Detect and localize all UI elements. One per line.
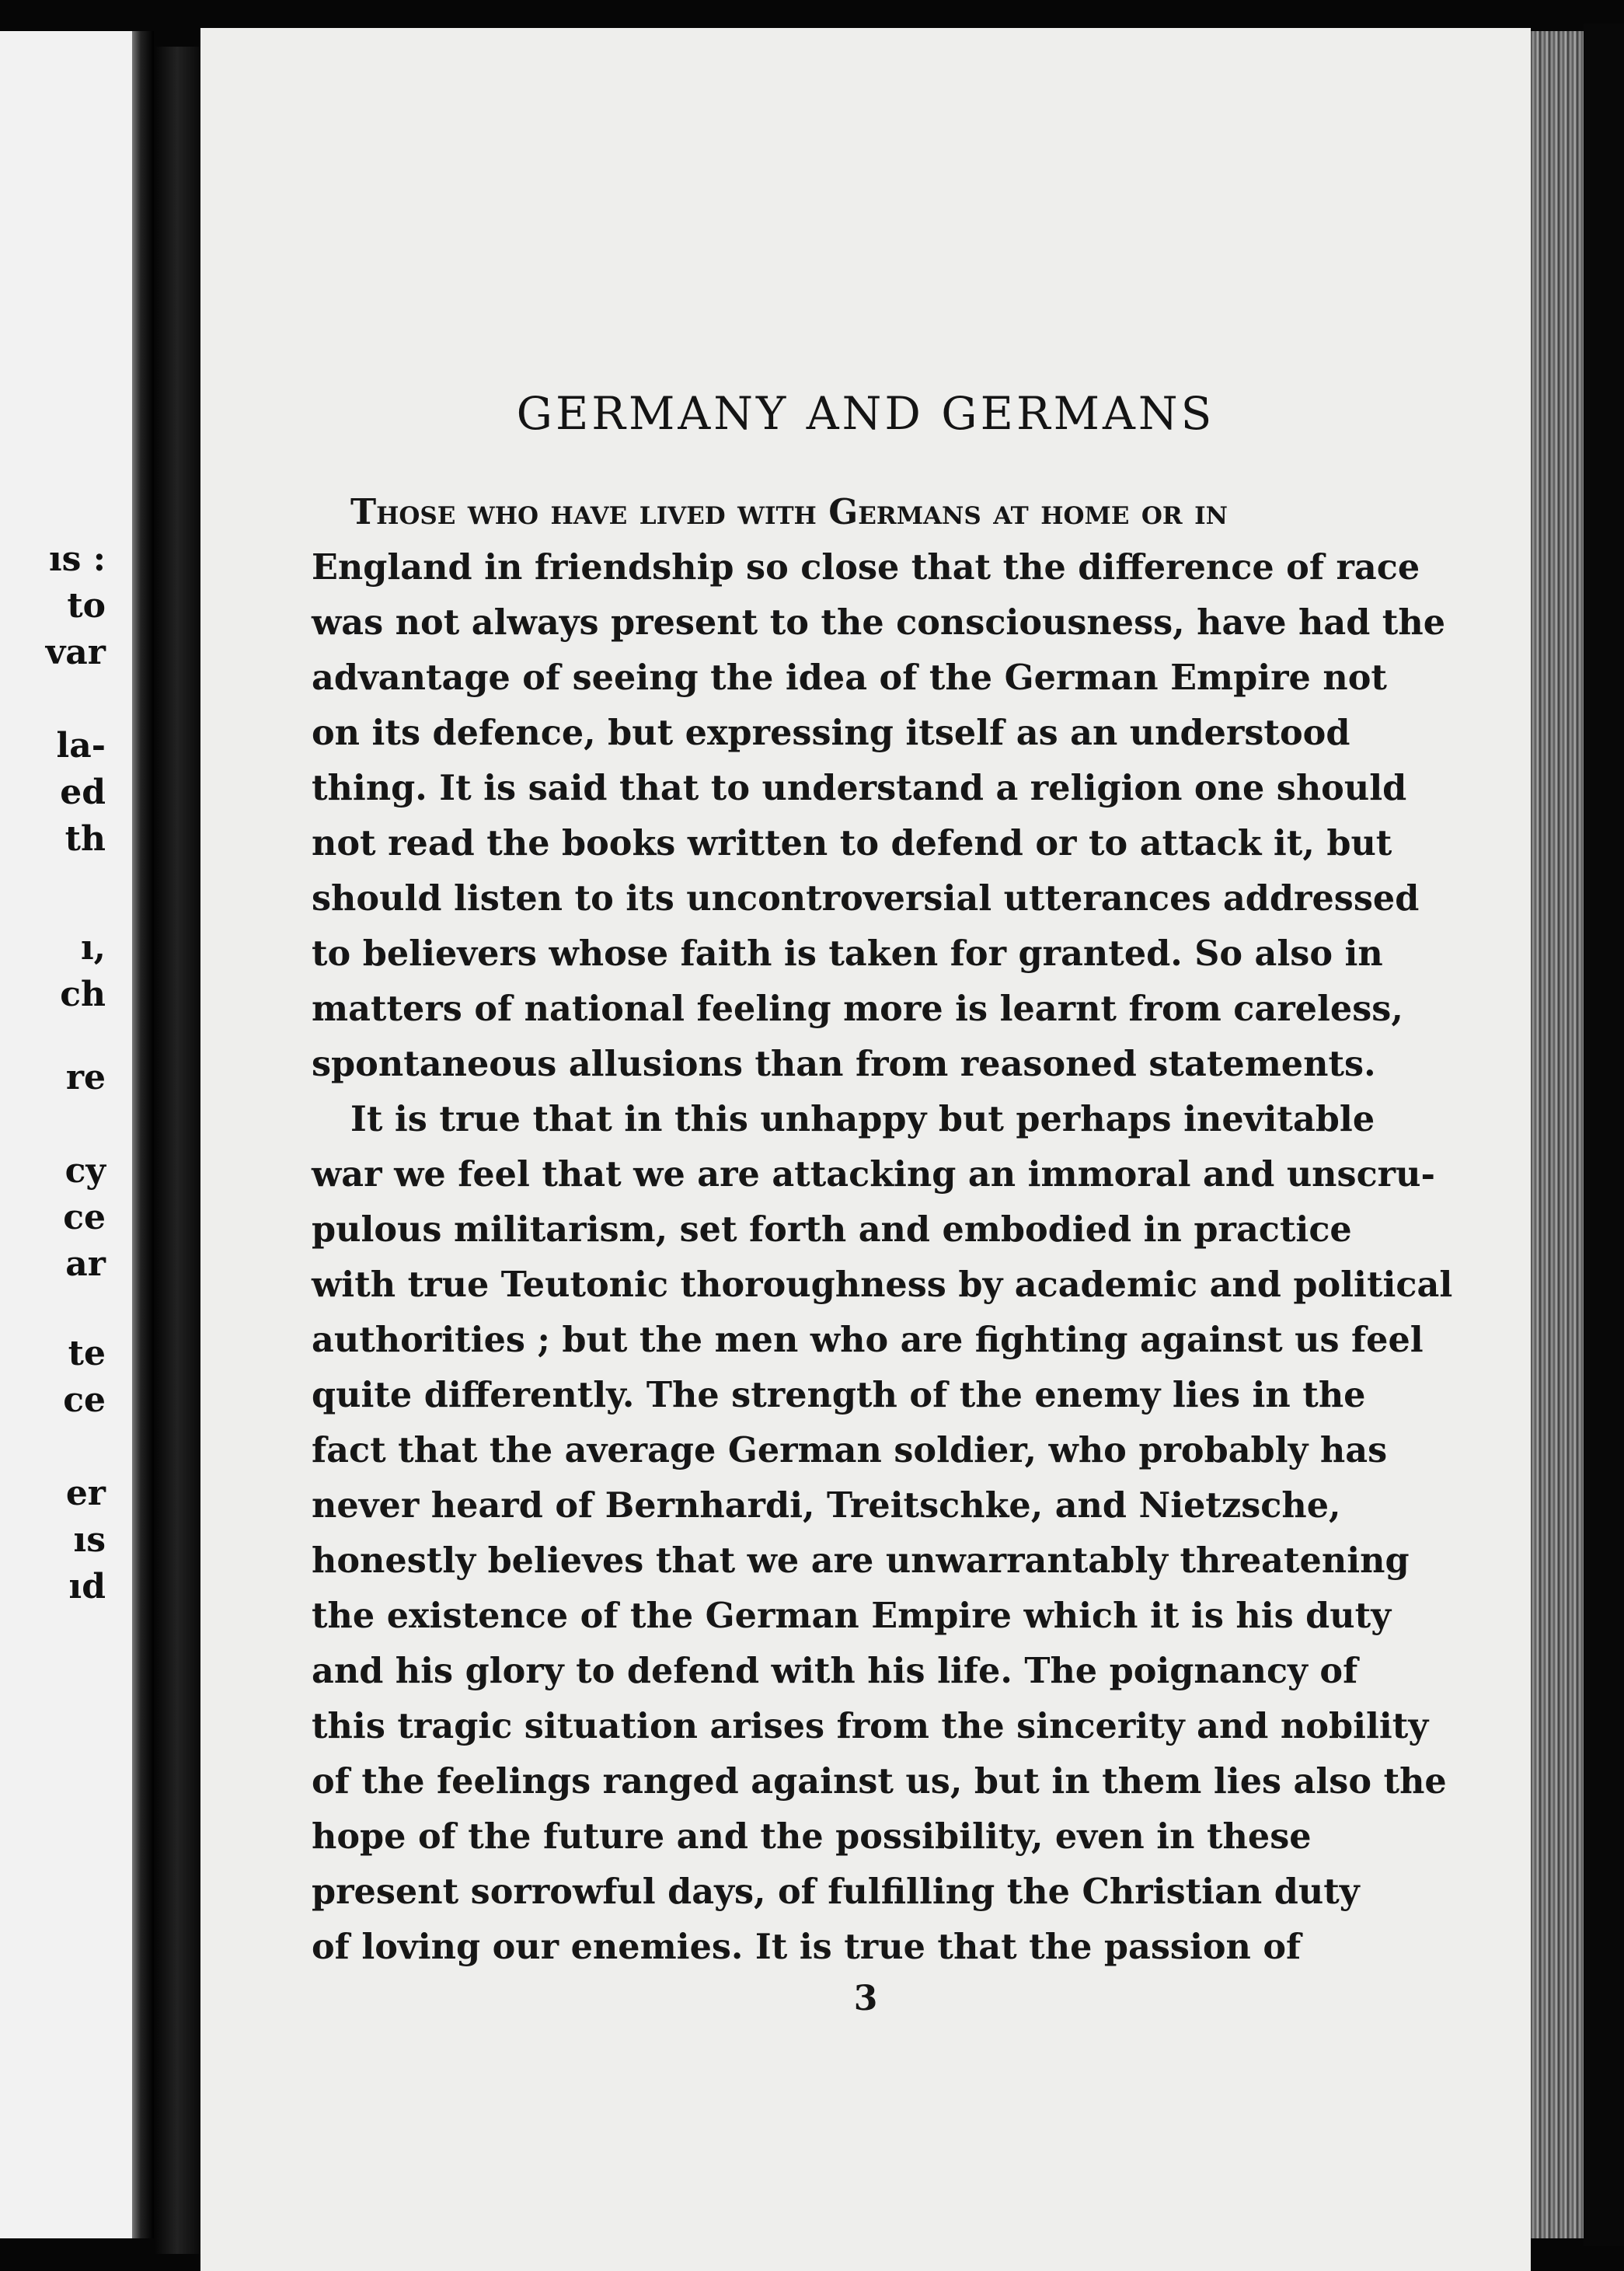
left-binding-shadow — [132, 31, 154, 2238]
text-line: pulous militarism, set forth and embodied in practice — [312, 1209, 1352, 1250]
left-fragment-line: th — [64, 819, 106, 859]
left-fragment-line: ar — [65, 1244, 106, 1284]
left-fragment-line: re — [65, 1058, 106, 1097]
left-fragment-line: ı, — [80, 928, 106, 968]
text-line: hope of the future and the possibility, even in these — [312, 1816, 1312, 1857]
left-fragment-line: te — [68, 1334, 106, 1373]
left-fragment-line: ıd — [68, 1567, 106, 1606]
body-text — [312, 485, 1453, 1975]
left-fragment-line: ıs — [73, 1520, 106, 1560]
text-line: never heard of Bernhardi, Treitschke, and Nietzsche, — [312, 1485, 1341, 1526]
text-line: matters of national feeling more is learnt from careless, — [312, 989, 1403, 1029]
text-line: with true Teutonic thoroughness by academic and political — [312, 1265, 1453, 1305]
text-line: of loving our enemies. It is true that the passion of — [312, 1927, 1302, 1967]
text-line: It is true that in this unhappy but perhaps inevitable — [350, 1099, 1375, 1139]
left-fragment-line: er — [65, 1474, 106, 1513]
text-line: and his glory to defend with his life. The poignancy of — [312, 1651, 1358, 1691]
text-line: was not always present to the consciousness, have had the — [312, 602, 1446, 643]
book-cover-edge — [1584, 23, 1624, 2246]
left-fragment-line: ıs : — [48, 539, 106, 579]
left-fragment-line: to — [67, 586, 106, 626]
text-line: should listen to its uncontroversial utterances addressed — [312, 878, 1420, 919]
left-fragment-line: cy — [64, 1151, 106, 1191]
text-line: fact that the average German soldier, who probably has — [312, 1430, 1388, 1470]
left-fragment-line: ce — [63, 1380, 106, 1420]
paragraph-1 — [312, 485, 1446, 1092]
text-line: advantage of seeing the idea of the German Empire not — [312, 658, 1387, 698]
left-fragment-line: ed — [60, 773, 106, 812]
page-number: 3 — [853, 1979, 878, 2018]
text-line: this tragic situation arises from the sincerity and nobility — [312, 1706, 1429, 1746]
left-fragment-line: var — [45, 633, 106, 672]
chapter-title: GERMANY AND GERMANS — [516, 387, 1215, 440]
text-line: on its defence, but expressing itself as an understood — [312, 713, 1350, 753]
text-line: thing. It is said that to understand a religion one should — [312, 768, 1407, 808]
text-line: Those who have lived with Germans at home or in — [350, 492, 1228, 532]
left-fragment-line: ce — [63, 1198, 106, 1237]
text-line: spontaneous allusions than from reasoned statements. — [312, 1044, 1376, 1084]
left-fragment-line: la- — [56, 726, 106, 766]
text-line: present sorrowful days, of fulfilling the Christian duty — [312, 1872, 1360, 1912]
text-line: authorities ; but the men who are fighting against us feel — [312, 1320, 1424, 1360]
text-line: not read the books written to defend or to attack it, but — [312, 823, 1392, 863]
book-gutter — [154, 47, 200, 2254]
text-line: war we feel that we are attacking an immoral and unscru- — [312, 1154, 1435, 1195]
text-line: the existence of the German Empire which it is his duty — [312, 1596, 1392, 1636]
paragraph-2 — [312, 1092, 1453, 1975]
book-page — [200, 28, 1531, 2271]
left-fragment-line: ch — [60, 975, 106, 1014]
page-edges — [1531, 31, 1584, 2238]
text-line: England in friendship so close that the difference of race — [312, 547, 1420, 588]
text-line: quite differently. The strength of the enemy lies in the — [312, 1375, 1366, 1415]
left-page-fragment — [0, 31, 154, 2238]
text-line: of the feelings ranged against us, but in them lies also the — [312, 1761, 1447, 1802]
text-line: to believers whose faith is taken for granted. So also in — [312, 933, 1383, 974]
text-line: honestly believes that we are unwarrantably threatening — [312, 1540, 1410, 1581]
